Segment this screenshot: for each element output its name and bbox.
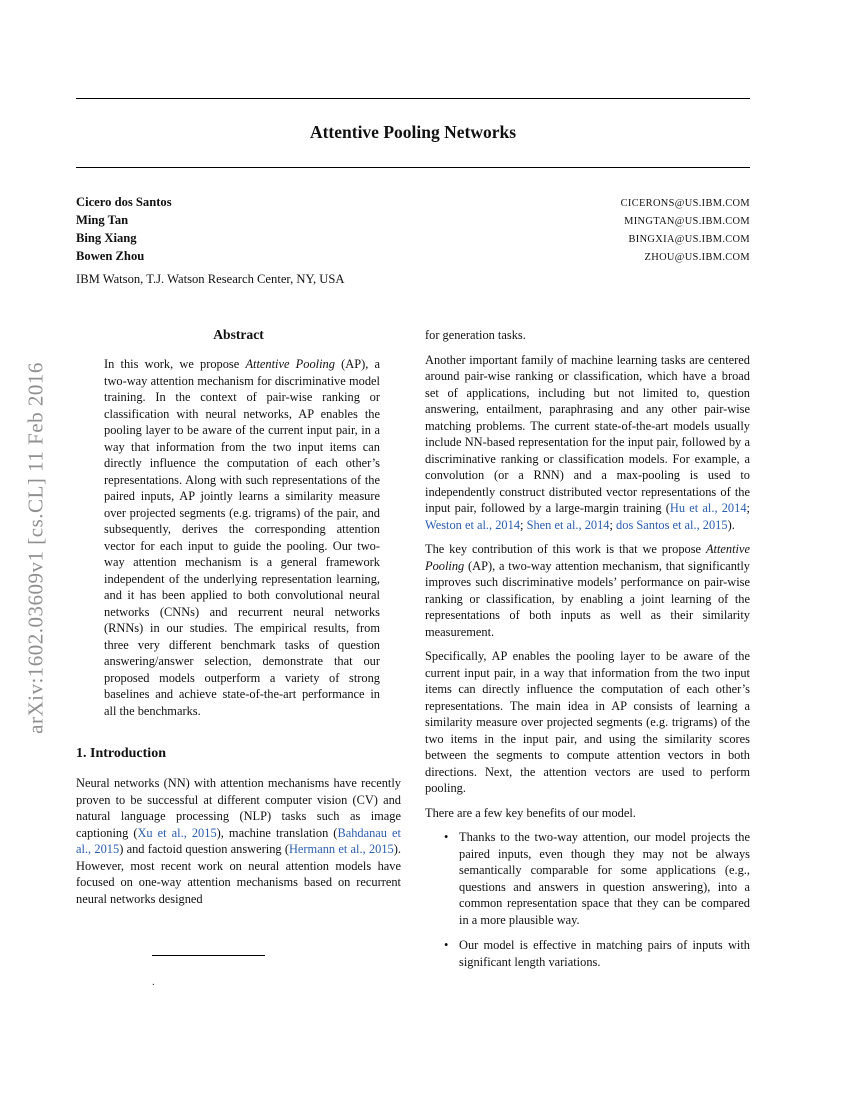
abstract-heading: Abstract xyxy=(213,327,264,342)
paragraph xyxy=(425,805,750,822)
text-segment: ; xyxy=(520,517,527,532)
author-name: Cicero dos Santos xyxy=(76,195,172,209)
author-email: MINGTAN@US.IBM.COM xyxy=(624,216,750,227)
paragraph xyxy=(425,648,750,797)
text-segment: Our model is effective in matching pairs of inputs with significant length variations. xyxy=(459,938,750,969)
bullet-marker: • xyxy=(444,830,449,844)
bullet-list xyxy=(425,829,750,970)
right-column xyxy=(425,327,750,979)
text-segment: ). However, most recent work on neural attention models have focused on one-way attention mechanisms based on recurrent neural networks designed xyxy=(76,842,401,906)
author-email: ZHOU@US.IBM.COM xyxy=(644,252,750,263)
author-name: Bowen Zhou xyxy=(76,249,145,263)
text-segment: for generation tasks. xyxy=(425,328,526,342)
footnote-mark: . xyxy=(152,976,155,988)
citation-link[interactable]: Hermann et al., 2015 xyxy=(288,842,394,856)
text-segment: Neural networks (NN) with attention mechanisms have recently proven to be successful at different computer vision (CV) and natural language processing (NLP) tasks such as image captioning ( xyxy=(76,776,401,840)
text-segment: (AP), a two-way attention mechanism, that significantly improves such discriminative models’ performance on pair-wise ranking or classification, by enabling a joint learning of the representations of both inputs as well as their similarity measurement. xyxy=(425,558,750,639)
text-segment: ). xyxy=(727,517,735,532)
authors-block xyxy=(76,194,750,266)
text-segment: Specifically, AP enables the pooling layer to be aware of the current input pair, in a way that information from the two input items can directly influence the computation of each other’s representations. The main idea in AP consists of learning a similarity measure over projected segments (e.g. trigrams) of the two items in the input pair, and using the similarity scores between the segments to compute attention vectors in both directions. Next, the attention vectors are used to perform pooling. xyxy=(425,649,750,795)
author-row xyxy=(76,230,750,248)
paragraph xyxy=(425,541,750,640)
citation-link[interactable]: Hu et al., 2014 xyxy=(669,501,747,515)
bullet-text xyxy=(459,830,750,927)
intro-paragraph xyxy=(76,775,401,907)
author-row xyxy=(76,248,750,266)
author-email: BINGXIA@US.IBM.COM xyxy=(628,234,750,245)
citation-link[interactable]: dos Santos et al., 2015 xyxy=(616,517,728,532)
page-container xyxy=(76,0,750,988)
footnote-rule xyxy=(152,955,265,956)
arxiv-watermark: arXiv:1602.03609v1 [cs.CL] 11 Feb 2016 xyxy=(23,362,48,734)
paragraph xyxy=(425,327,750,344)
emphasized-text: Attentive Pooling xyxy=(245,357,335,371)
text-segment: ), machine translation ( xyxy=(216,825,338,840)
citation-link[interactable]: Bahdanau et al., 2015 xyxy=(76,825,401,856)
text-segment: Thanks to the two-way attention, our model projects the paired inputs, even though they may not be always semantically comparable for some applications (e.g., questions and answers in question answering), into a common representation space that they can be compared in a more plausible way. xyxy=(459,830,750,927)
text-segment: ; xyxy=(609,517,617,532)
text-segment: ; xyxy=(746,501,750,515)
author-row xyxy=(76,194,750,212)
author-name: Bing Xiang xyxy=(76,231,137,245)
text-segment: The key contribution of this work is that we propose xyxy=(425,542,706,556)
citation-link[interactable]: Weston et al., 2014 xyxy=(425,517,521,532)
footnote-block xyxy=(152,955,292,988)
bullet-item xyxy=(425,937,750,970)
left-column xyxy=(76,327,401,979)
author-name: Ming Tan xyxy=(76,213,129,227)
text-segment: ) and factoid question answering ( xyxy=(119,842,289,856)
author-email: CICERONS@US.IBM.COM xyxy=(620,198,750,209)
author-row xyxy=(76,212,750,230)
paragraph xyxy=(425,352,750,534)
citation-link[interactable]: Shen et al., 2014 xyxy=(526,517,610,532)
paper-title: Attentive Pooling Networks xyxy=(309,122,517,142)
abstract-body xyxy=(76,356,401,719)
emphasized-text: Attentive Pooling xyxy=(425,542,750,573)
section-heading-introduction: 1. Introduction xyxy=(76,746,166,761)
text-segment: There are a few key benefits of our model. xyxy=(425,805,636,820)
text-segment: Another important family of machine learning tasks are centered around pair-wise ranking or classification, which have a broad set of applications, including but not limited to, question answering, entailment, paraphrasing and any other pair-wise matching problems. The current state-of-the-art models usually include NN-based representation for the input pair, followed by a discriminative ranking or classification models. For example, a convolution (or a RNN) and a max-pooling is used to independently construct distributed vector representations of the input pair, followed by a large-margin training ( xyxy=(425,352,750,515)
text-segment: (AP), a two-way attention mechanism for discriminative model training. In the context of pair-wise ranking or classification with neural networks, AP enables the pooling layer to be aware of the current input pair, in a way that information from the two input items can directly influence the computation of each other’s representations. Along with such representations of the paired inputs, AP jointly learns a similarity measure over projected segments (e.g. trigrams) of the pair, and subsequently, derives the corresponding attention vector for each input to guide the pooling. Our two-way attention mechanism is a general framework independent of the underlying representation learning, and it has been applied to both convolutional neural networks (CNNs) and recurrent neural networks (RNNs) in our studies. The empirical results, from three very different benchmark tasks of question answering/answer selection, demonstrate that our proposed models outperform a variety of strong baselines and achieve state-of-the-art performance in all the benchmarks. xyxy=(104,357,381,718)
citation-link[interactable]: Xu et al., 2015 xyxy=(137,825,217,840)
bullet-marker: • xyxy=(444,938,449,952)
title-bottom-rule xyxy=(76,167,750,168)
two-column-body xyxy=(76,327,750,979)
affiliation: IBM Watson, T.J. Watson Research Center, NY, USA xyxy=(76,272,345,286)
bullet-item xyxy=(425,829,750,928)
bullet-text xyxy=(459,938,750,969)
text-segment: In this work, we propose xyxy=(104,357,246,371)
